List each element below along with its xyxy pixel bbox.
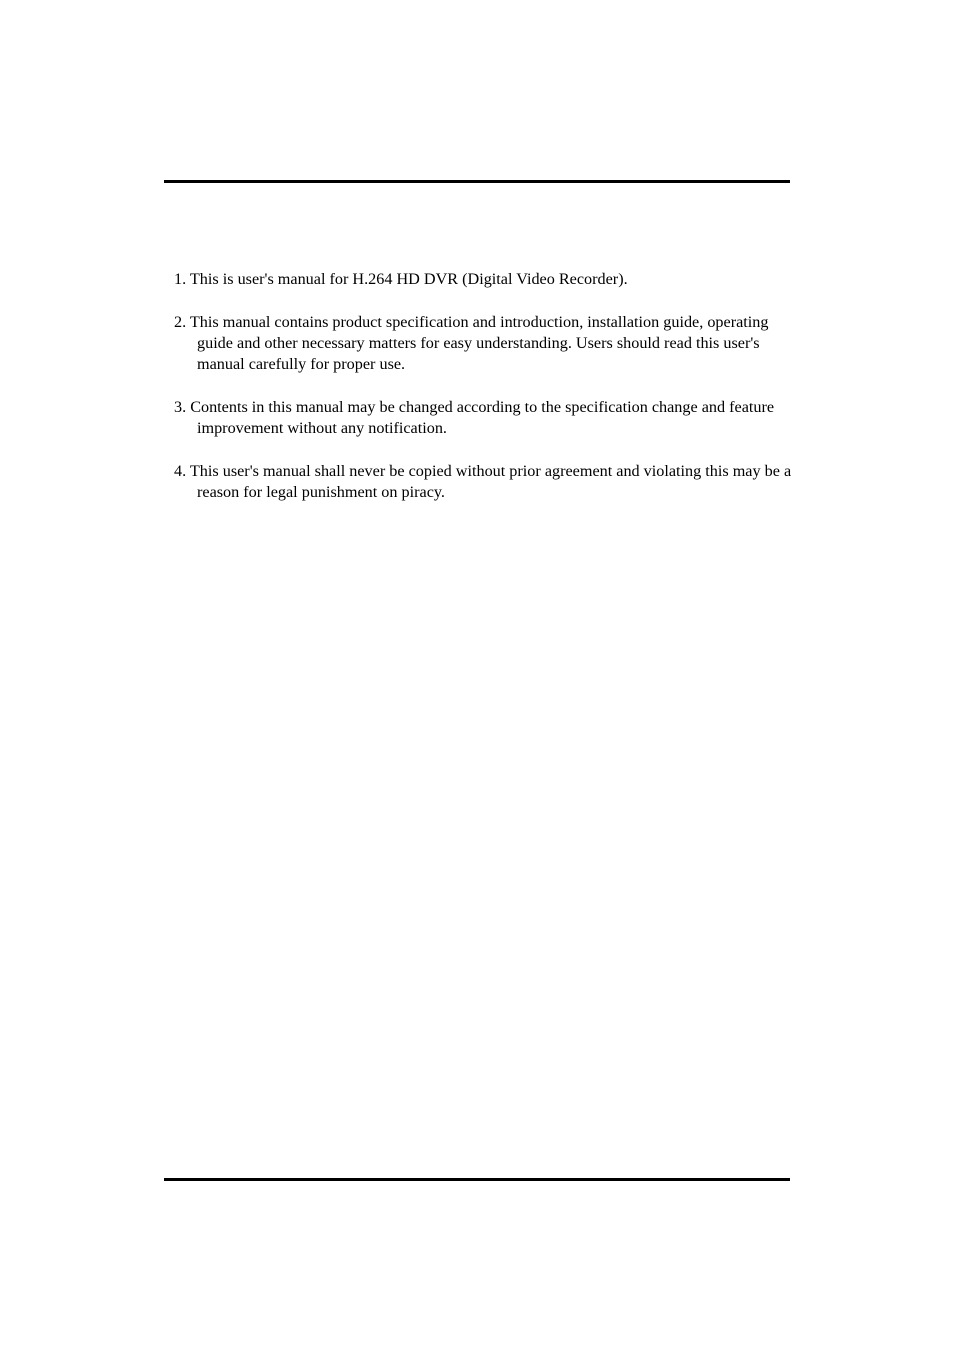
notice-number: 1.: [174, 270, 187, 288]
notice-text: This manual contains product specification and introduction, installation guide, operating guide and other necessary matters for easy understanding. Users should read this user's manual carefully for proper use.: [189, 313, 769, 373]
notice-number: 4.: [174, 462, 187, 480]
notice-item-1: [174, 269, 794, 290]
notice-text: Contents in this manual may be changed according to the specification change and feature improvement without any notification.: [190, 398, 775, 437]
notice-item-4: [174, 461, 794, 503]
notice-list: [174, 269, 794, 525]
notice-text: This user's manual shall never be copied without prior agreement and violating this may be a reason for legal punishment on piracy.: [189, 462, 792, 501]
notice-number: 2.: [174, 313, 187, 331]
footer-rule: [164, 1178, 790, 1181]
notice-text: This is user's manual for H.264 HD DVR (Digital Video Recorder).: [189, 270, 628, 288]
notice-number: 3.: [174, 398, 187, 416]
header-rule: [164, 180, 790, 183]
notice-item-2: [174, 312, 794, 375]
notice-item-3: [174, 397, 794, 439]
